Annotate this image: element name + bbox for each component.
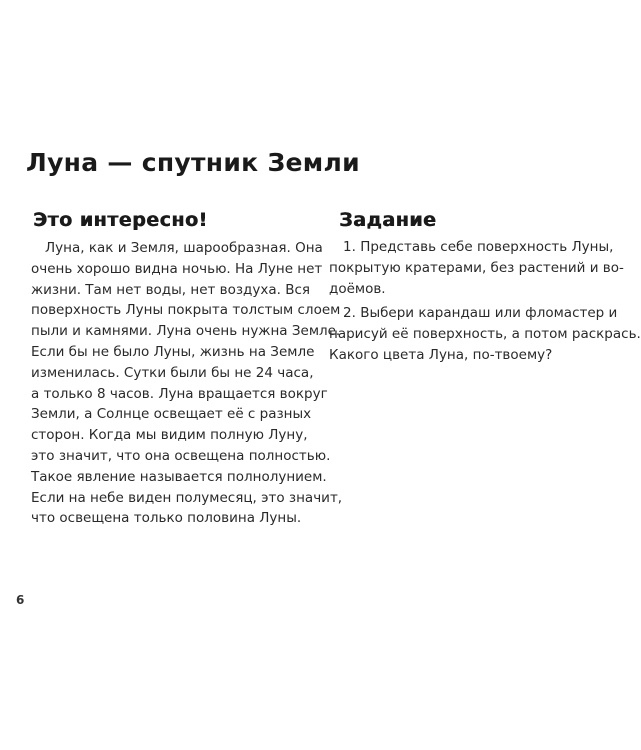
- interesting-text: [31, 238, 343, 529]
- text-line: Если на небе виден полумесяц, это значит,: [31, 489, 343, 506]
- task-line: нарисуй её поверхность, а потом раскрась.: [329, 326, 641, 343]
- text-line: Луна, как и Земля, шарообразная. Она: [45, 240, 323, 256]
- task-heading: Задание: [339, 209, 437, 231]
- text-line: пыли и камнями. Луна очень нужна Земле.: [31, 323, 341, 340]
- task-line: Какого цвета Луна, по-твоему?: [329, 346, 553, 363]
- task-text: Выбери карандаш или фломастер и: [360, 305, 618, 322]
- task-line: [329, 237, 614, 258]
- task-list: [329, 237, 641, 366]
- task-number: 1.: [343, 239, 356, 255]
- task-item: [329, 237, 624, 299]
- task-text: Представь себе поверхность Луны,: [360, 239, 614, 255]
- text-line: Земли, а Солнце освещает её с разных: [31, 406, 312, 423]
- task-number: 2.: [343, 305, 356, 322]
- text-line: а только 8 часов. Луна вращается вокруг: [31, 385, 328, 402]
- text-line: Такое явление называется полнолунием.: [31, 468, 327, 485]
- task-line: покрытую кратерами, без растений и во-: [329, 259, 624, 276]
- text-line: Если бы не было Луны, жизнь на Земле: [31, 343, 315, 360]
- task-line: доёмов.: [329, 280, 386, 297]
- text-line: жизни. Там нет воды, нет воздуха. Вся: [31, 281, 311, 298]
- page-number: 6: [16, 593, 25, 607]
- interesting-heading: Это интересно!: [33, 209, 208, 231]
- text-line: это значит, что она освещена полностью.: [31, 447, 331, 464]
- task-item: [329, 303, 641, 365]
- task-line: [329, 303, 618, 324]
- page-title: Луна — спутник Земли: [26, 148, 360, 177]
- text-line: изменилась. Сутки были бы не 24 часа,: [31, 364, 314, 381]
- text-line: сторон. Когда мы видим полную Луну,: [31, 427, 308, 444]
- text-line: что освещена только половина Луны.: [31, 510, 302, 527]
- text-line: поверхность Луны покрыта толстым слоем: [31, 302, 341, 319]
- text-line: очень хорошо видна ночью. На Луне нет: [31, 260, 323, 277]
